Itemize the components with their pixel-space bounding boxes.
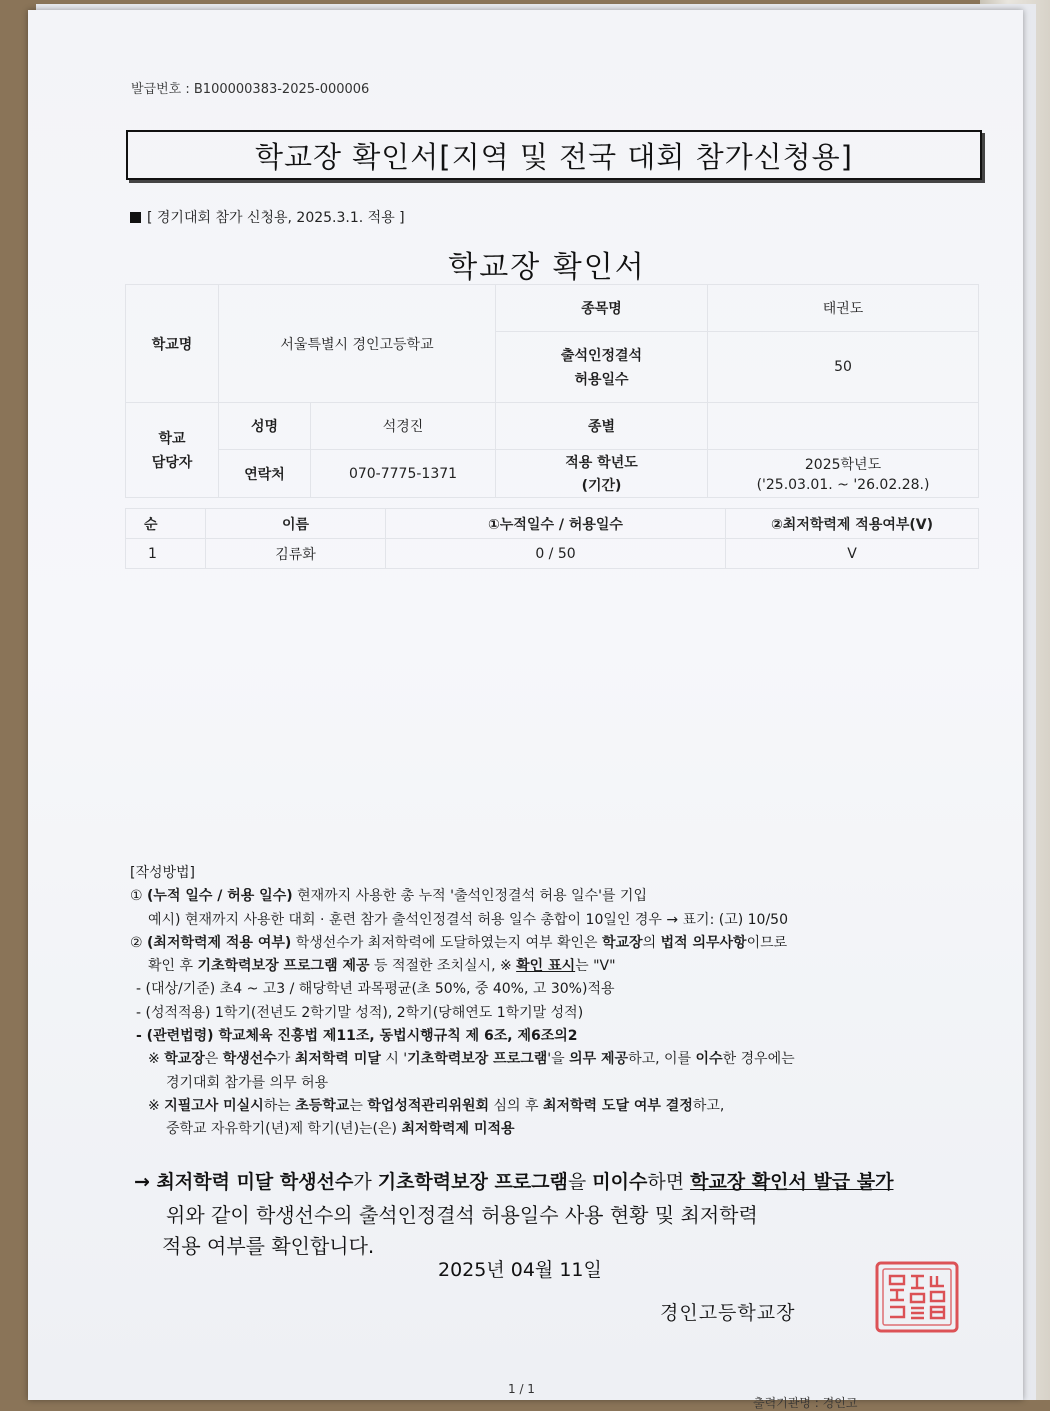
confirmation-line2: 적용 여부를 확인합니다. (162, 1234, 375, 1258)
name-value: 석경진 (311, 403, 496, 450)
row-applied: V (726, 539, 979, 569)
method-line: ① (누적 일수 / 허용 일수) 현재까지 사용한 총 누적 '출석인정결석 허용 일수'를 기입 (130, 888, 647, 905)
method-line: - (성적적용) 1학기(전년도 2학기말 성적), 2학기(당해연도 1학기말 성적) (136, 1004, 584, 1021)
category-label: 종별 (496, 403, 708, 450)
writing-method (130, 862, 795, 1142)
official-seal-icon (874, 1260, 960, 1338)
confirmation-text (162, 1200, 758, 1262)
row-no: 1 (126, 539, 206, 569)
method-title: [작성방법] (130, 865, 196, 881)
method-line: ※ 학교장은 학생선수가 최저학력 미달 시 '기초학력보장 프로그램'을 의무 제공하고, 이를 이수한 경우에는 (148, 1051, 795, 1068)
square-bullet-icon (130, 212, 141, 223)
student-table (125, 508, 979, 569)
document-title: 학교장 확인서[지역 및 전국 대회 참가신청용] (255, 139, 853, 174)
school-name-label: 학교명 (126, 285, 219, 403)
method-line: 예시) 현재까지 사용한 대회 · 훈련 참가 출석인정결석 허용 일수 총합이 10일인 경우 → 표기: (고) 10/50 (148, 911, 788, 928)
method-line: 중학교 자유학기(년)제 학기(년)는(은) 최저학력제 미적용 (166, 1121, 515, 1138)
purpose-note-text: [ 경기대회 참가 신청용, 2025.3.1. 적용 ] (147, 210, 405, 226)
year-label-line2: (기간) (581, 478, 622, 494)
purpose-note (130, 207, 405, 227)
year-label (496, 450, 708, 498)
manager-label-line1: 학교 (158, 431, 186, 447)
header-no: 순 (126, 509, 206, 539)
document-title-box (126, 130, 982, 180)
header-days: ①누적일수 / 허용일수 (386, 509, 726, 539)
row-name: 김류화 (206, 539, 386, 569)
method-line: ② (최저학력제 적용 여부) 학생선수가 최저학력에 도달하였는지 여부 확인은 학교장의 법적 의무사항이므로 (130, 934, 788, 951)
document-page (28, 10, 1023, 1410)
table-row (126, 539, 979, 569)
manager-label-line2: 담당자 (151, 455, 193, 471)
issue-date: 2025년 04월 11일 (438, 1259, 602, 1281)
info-table (125, 284, 979, 498)
header-name: 이름 (206, 509, 386, 539)
contact-label: 연락처 (219, 450, 311, 498)
year-value-text: 2025학년도 (804, 457, 882, 473)
period-value-text: ('25.03.01. ~ '26.02.28.) (756, 477, 930, 493)
method-line: - (대상/기준) 초4 ~ 고3 / 해당학년 과목평균(초 50%, 중 40%, 고 30%)적용 (136, 981, 615, 998)
allowed-days-value: 50 (708, 332, 979, 403)
allowed-days-label-line2: 허용일수 (574, 372, 629, 388)
header-applied: ②최저학력제 적용여부(V) (726, 509, 979, 539)
method-line: - (관련법령) 학교체육 진흥법 제11조, 동법시행규칙 제 6조, 제6조의2 (136, 1028, 578, 1045)
method-line: 경기대회 참가를 의무 허용 (166, 1074, 329, 1091)
name-label: 성명 (219, 403, 311, 450)
method-line: 확인 후 기초학력보장 프로그램 제공 등 적절한 조치실시, ※ 확인 표시는 "V" (148, 958, 616, 975)
conclusion-line: → 최저학력 미달 학생선수가 기초학력보장 프로그램을 미이수하면 학교장 확인서 발급 불가 (134, 1171, 894, 1193)
sport-label: 종목명 (496, 285, 708, 332)
footer-text: 출력기관명 : 경인고 (753, 1396, 858, 1410)
category-value (708, 403, 979, 450)
school-name-value: 서울특별시 경인고등학교 (219, 285, 496, 403)
allowed-days-label (496, 332, 708, 403)
main-title: 학교장 확인서 (448, 250, 646, 285)
sport-value: 태권도 (708, 285, 979, 332)
principal-name: 경인고등학교장 (660, 1302, 796, 1324)
contact-value: 070-7775-1371 (311, 450, 496, 498)
issue-number: 발급번호 : B100000383-2025-000006 (131, 82, 370, 97)
page-number: 1 / 1 (508, 1382, 535, 1396)
confirmation-line1: 위와 같이 학생선수의 출석인정결석 허용일수 사용 현황 및 최저학력 (166, 1203, 758, 1227)
year-label-line1: 적용 학년도 (565, 455, 638, 471)
method-line: ※ 지필고사 미실시하는 초등학교는 학업성적관리위원회 심의 후 최저학력 도달 여부 결정하고, (148, 1097, 725, 1114)
year-value (708, 450, 979, 498)
student-table-header (126, 509, 979, 539)
allowed-days-label-line1: 출석인정결석 (560, 348, 643, 364)
manager-label (126, 403, 219, 498)
row-days: 0 / 50 (386, 539, 726, 569)
